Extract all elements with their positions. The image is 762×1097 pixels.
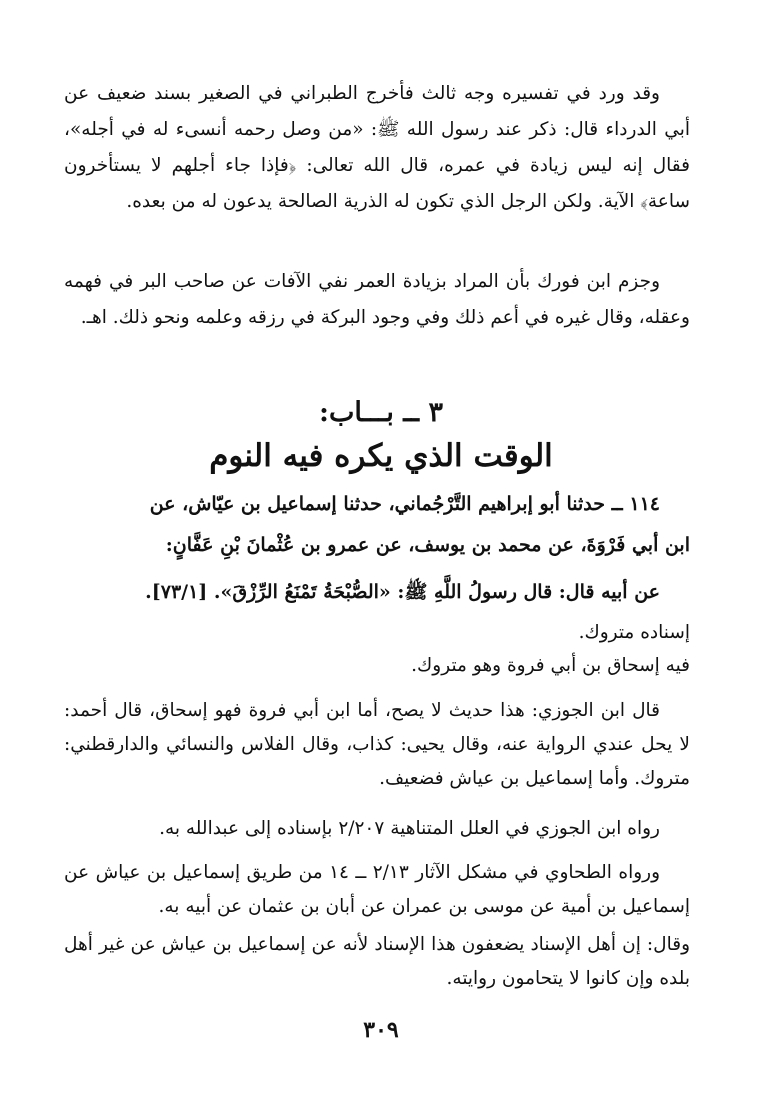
paragraph-ibn-jawzi: قال ابن الجوزي: هذا حديث لا يصح، أما ابن أبي فروة فهو إسحاق، قال أحمد: لا يحل عندي الرواية عنه، وقال يحيى: كذاب، وقال الفلاس والنسائي والدارقطني: متروك. وأما إسماعيل بن عياش فضعيف.: [64, 700, 690, 789]
hadith-isnad-line-2: ابن أبي فَرْوَةَ، عن محمد بن يوسف، عن عمرو بن عُثْمانَ بْنِ عَفَّانٍ:: [165, 534, 690, 556]
chapter-title: الوقت الذي يكره فيه النوم: [209, 438, 553, 474]
paragraph-qal: وقال: إن أهل الإسناد يضعفون هذا الإسناد لأنه عن إسماعيل بن عياش عن غير أهل بلده وإن كانوا لا يتحامون روايته.: [64, 934, 690, 989]
hadith-matn: عن أبيه قال: قال رسولُ اللَّهِ ﷺ: «الصُّبْحَةُ تَمْنَعُ الرِّزْقَ». [٧٣/١].: [145, 581, 660, 603]
paragraph-ibn-furak: وجزم ابن فورك بأن المراد بزيادة العمر نفي الآفات عن صاحب البر في فهمه وعقله، وقال غيره في أعم ذلك وفي وجود البركة في رزقه وعلمه ونحو ذلك. اهـ.: [64, 271, 690, 328]
note-isnad-matruk: إسناده متروك.: [578, 622, 690, 643]
page-number: ٣٠٩: [363, 1017, 399, 1043]
chapter-number: ٣ ــ بـــاب:: [319, 397, 443, 428]
note-rawahu-ibn-jawzi: رواه ابن الجوزي في العلل المتناهية ٢/٢٠٧ بإسناده إلى عبدالله به.: [159, 818, 660, 839]
paragraph-tahawi: ورواه الطحاوي في مشكل الآثار ٢/١٣ ــ ١٤ من طريق إسماعيل بن عياش عن إسماعيل بن أمية عن موسى بن عمران عن أبان بن عثمان عن أبيه به.: [64, 862, 690, 917]
hadith-isnad-line-1: ١١٤ ــ حدثنا أبو إبراهيم التَّرْجُماني، حدثنا إسماعيل بن عيّاش، عن: [149, 493, 660, 515]
paragraph-tafsir: وقد ورد في تفسيره وجه ثالث فأخرج الطبراني في الصغير بسند ضعيف عن أبي الدرداء قال: ذكر عند رسول الله ﷺ: «من وصل رحمه أنسىء له في أجله»، فقال إنه ليس زيادة في عمره، قال الله تعالى: ﴿فإذا جاء أجلهم لا يستأخرون ساعة﴾ الآية. ولكن الرجل الذي تكون له الذرية الصالحة يدعون له من بعده.: [64, 83, 690, 212]
note-ishaq: فيه إسحاق بن أبي فروة وهو متروك.: [411, 655, 690, 676]
